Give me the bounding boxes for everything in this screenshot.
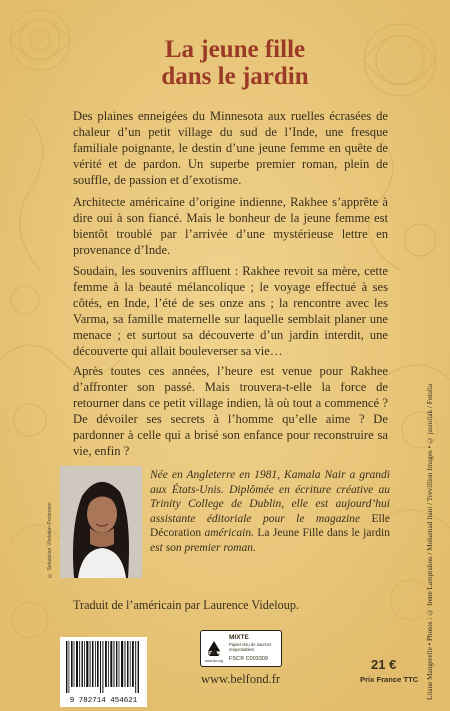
bio-part-1: Née en Angleterre en 1981, Kamala Nair a grandi aux États-Unis. Diplômée en écriture créative au Trinity College de Dublin, elle est aujourd’hui assistante éditoriale pour le magazine	[150, 469, 390, 525]
bio-part-3: est son premier roman.	[150, 541, 256, 554]
title-line-2: dans le jardin	[161, 63, 309, 90]
book-title	[110, 36, 360, 90]
blurb-paragraph-2: Architecte américaine d’origine indienne, Rakhee s’apprête à dire oui à son fiancé. Mais le bonheur de la jeune femme est bientôt troublé par l’arrivée d’une mystérieuse lettre en provenance d’Inde.	[73, 195, 388, 257]
fsc-website: www.fsc.org	[204, 659, 224, 663]
fsc-description: Papier issu de sources responsables	[229, 642, 272, 652]
blurb-paragraph-1: Des plaines enneigées du Minnesota aux ruelles écrasées de chaleur d’un petit village du sud de l’Inde, une fresque familiale poignante, le destin d’une jeune femme en quête de vérité et de pardon. Un superbe premier roman, plein de souffle, de passion et d’exotisme.	[73, 109, 388, 187]
translator-credit: Traduit de l’américain par Laurence Videloup.	[73, 598, 300, 612]
bio-part-2: américain.	[201, 527, 258, 540]
barcode	[60, 637, 147, 707]
fsc-logo-text: FSC	[208, 651, 220, 657]
bio-book-title: La Jeune Fille dans le jardin	[257, 527, 390, 540]
blurb-paragraph-4: Après toutes ces années, l’heure est venue pour Rakhee d’affronter son passé. Mais trouvera-t-elle la force de retourner dans ce petit village indien, là où tout a commencé ? De dévoiler ses secrets à l’homme qu’elle aime ? De pardonner à celle qui a brisé son enfance pour reconstruire sa vie, enfin ?	[73, 364, 388, 458]
bio-magazine: Elle Décoration	[150, 512, 390, 540]
fsc-code: FSC® C003309	[229, 656, 268, 662]
fsc-label	[200, 630, 282, 667]
barcode-bars	[60, 637, 147, 695]
fsc-mixte: MIXTE	[229, 634, 249, 641]
cover-credits: Lilane Mangerelle • Photos : © Irene Lamprakou / Mohamad Itani / Trevillion Images • © jasmilak / Fotolia	[426, 383, 434, 700]
publisher-website: www.belfond.fr	[201, 672, 281, 686]
author-portrait-image	[60, 466, 142, 578]
blurb-paragraph-3: Soudain, les souvenirs affluent : Rakhee revoit sa mère, cette femme à la beauté mélancolique ; le voyage effectué à ses côtés, en Inde, l’été de ses onze ans ; la rencontre avec les Varma, sa famille maternelle sur laquelle semblait planer une menace ; et surtout sa découverte d’un jardin interdit, une découverte qui allait bouleverser sa vie…	[73, 264, 388, 358]
price-note: Prix France TTC	[360, 675, 419, 684]
price: 21 €	[371, 657, 397, 672]
barcode-number: 9 782714 454621	[69, 697, 138, 705]
author-photo	[60, 466, 142, 578]
author-bio	[150, 468, 390, 556]
title-line-1: La jeune fille	[164, 36, 306, 63]
photo-credit: © Sebastian Vikdalen-Pedersen	[47, 502, 53, 578]
